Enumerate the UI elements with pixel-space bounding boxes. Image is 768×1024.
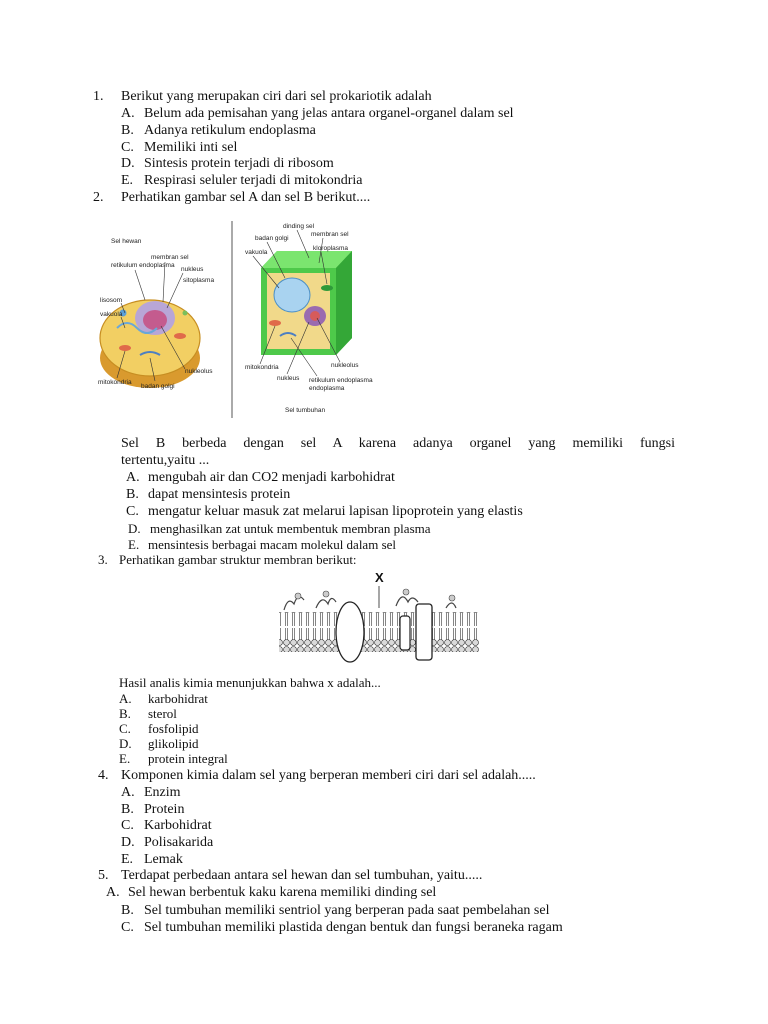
q1-option-d-text: Sintesis protein terjadi di ribosom <box>144 156 334 171</box>
plant-label-kloroplasma: kloroplasma <box>313 245 349 252</box>
animal-label-membran-sel: membran sel <box>151 254 189 261</box>
membrane-label-x: X <box>375 570 384 585</box>
question-3-text: Perhatikan gambar struktur membran berikut: <box>119 552 357 567</box>
q1-option-e-text: Respirasi seluler terjadi di mitokondria <box>144 173 363 188</box>
question-1-text: Berikut yang merupakan ciri dari sel prokariotik adalah <box>121 89 432 104</box>
animal-cell-diagram <box>98 238 214 390</box>
q1-option-b-letter: B. <box>121 123 134 138</box>
q2-option-c-text: mengatur keluar masuk zat melarui lapisan lipoprotein yang elastis <box>148 504 523 519</box>
q5-option-a-letter: A. <box>106 885 120 900</box>
q4-option-a-letter: A. <box>121 785 135 800</box>
question-3-stem: Hasil analis kimia menunjukkan bahwa x adalah... <box>119 675 381 690</box>
q3-option-a-text: karbohidrat <box>148 691 208 706</box>
question-1-number: 1. <box>93 89 104 104</box>
plant-label-mitokondria: mitokondria <box>245 364 279 371</box>
q5-option-c-text: Sel tumbuhan memiliki plastida dengan bentuk dan fungsi beraneka ragam <box>144 920 563 935</box>
question-4-number: 4. <box>98 768 109 783</box>
q3-option-b-text: sterol <box>148 706 177 721</box>
q2-option-b-letter: B. <box>126 487 139 502</box>
question-2-text: Perhatikan gambar sel A dan sel B berikut.... <box>121 190 371 205</box>
q3-option-b-letter: B. <box>119 706 131 721</box>
plant-label-vakuola: vakuola <box>245 249 268 256</box>
q1-option-a-letter: A. <box>121 106 135 121</box>
animal-label-vakuola: vakuola <box>100 311 123 318</box>
animal-cell-title: Sel hewan <box>111 238 142 245</box>
q3-option-c-text: fosfolipid <box>148 721 199 736</box>
plant-label-dinding-sel: dinding sel <box>283 223 315 230</box>
q1-option-d-letter: D. <box>121 156 135 171</box>
question-4-text: Komponen kimia dalam sel yang berperan memberi ciri dari sel adalah..... <box>121 768 536 783</box>
q4-option-e-text: Lemak <box>144 852 183 867</box>
question-2-stem-line1: Sel B berbeda dengan sel A karena adanya organel yang memiliki fungsi <box>121 436 675 451</box>
q1-option-b-text: Adanya retikulum endoplasma <box>144 123 316 138</box>
q4-option-d-text: Polisakarida <box>144 835 214 850</box>
q2-option-d-text: menghasilkan zat untuk membentuk membran plasma <box>150 521 431 536</box>
q5-option-b-letter: B. <box>121 903 134 918</box>
q4-option-c-text: Karbohidrat <box>144 818 212 833</box>
q5-option-c-letter: C. <box>121 920 134 935</box>
question-3-number: 3. <box>98 552 108 567</box>
q2-option-c-letter: C. <box>126 504 139 519</box>
q3-option-e-text: protein integral <box>148 751 228 766</box>
q3-option-a-letter: A. <box>119 691 132 706</box>
q3-option-e-letter: E. <box>119 751 131 766</box>
q2-option-a-text: mengubah air dan CO2 menjadi karbohidrat <box>148 470 395 485</box>
membrane-structure-figure <box>276 566 492 670</box>
cell-comparison-figure <box>95 218 380 423</box>
q3-option-d-text: glikolipid <box>148 736 199 751</box>
q3-option-d-letter: D. <box>119 736 132 751</box>
animal-label-lisosom: lisosom <box>100 297 123 304</box>
animal-label-badan-golgi: badan golgi <box>141 383 175 390</box>
animal-label-nukleus: nukleus <box>181 266 204 273</box>
q5-option-a-text: Sel hewan berbentuk kaku karena memiliki dinding sel <box>128 885 437 900</box>
q2-option-b-text: dapat mensintesis protein <box>148 487 291 502</box>
question-5-number: 5. <box>98 868 109 883</box>
question-2-stem-line2: tertentu,yaitu ... <box>121 453 210 468</box>
animal-label-retikulum: retikulum endoplasma <box>111 262 175 269</box>
plant-label-nukleus: nukleus <box>277 375 300 382</box>
plant-label-retikulum: retikulum endoplasma <box>309 377 373 384</box>
plant-cell-title: Sel tumbuhan <box>285 407 326 414</box>
q2-option-e-text: mensintesis berbagai macam molekul dalam sel <box>148 537 397 552</box>
q1-option-c-letter: C. <box>121 140 134 155</box>
animal-label-nukleolus: nukleolus <box>185 368 213 375</box>
q4-option-b-letter: B. <box>121 802 134 817</box>
q4-option-c-letter: C. <box>121 818 134 833</box>
animal-label-sitoplasma: sitoplasma <box>183 277 215 284</box>
q1-option-a-text: Belum ada pemisahan yang jelas antara organel-organel dalam sel <box>144 106 514 121</box>
q2-option-a-letter: A. <box>126 470 140 485</box>
plant-label-membran-sel: membran sel <box>311 231 349 238</box>
question-5-text: Terdapat perbedaan antara sel hewan dan sel tumbuhan, yaitu..... <box>121 868 483 883</box>
plant-label-nukleolus: nukleolus <box>331 362 359 369</box>
q5-option-b-text: Sel tumbuhan memiliki sentriol yang berperan pada saat pembelahan sel <box>144 903 550 918</box>
q2-option-e-letter: E. <box>128 537 140 552</box>
plant-cell-diagram <box>245 223 373 414</box>
plant-label-endoplasma: endoplasma <box>309 385 345 392</box>
animal-label-mitokondria: mitokondria <box>98 379 132 386</box>
q4-option-b-text: Protein <box>144 802 185 817</box>
plant-label-badan-golgi: badan golgi <box>255 235 289 242</box>
q4-option-d-letter: D. <box>121 835 135 850</box>
q2-option-d-letter: D. <box>128 521 141 536</box>
q3-option-c-letter: C. <box>119 721 131 736</box>
q1-option-c-text: Memiliki inti sel <box>144 140 238 155</box>
q1-option-e-letter: E. <box>121 173 134 188</box>
q4-option-a-text: Enzim <box>144 785 181 800</box>
q4-option-e-letter: E. <box>121 852 134 867</box>
question-2-number: 2. <box>93 190 104 205</box>
